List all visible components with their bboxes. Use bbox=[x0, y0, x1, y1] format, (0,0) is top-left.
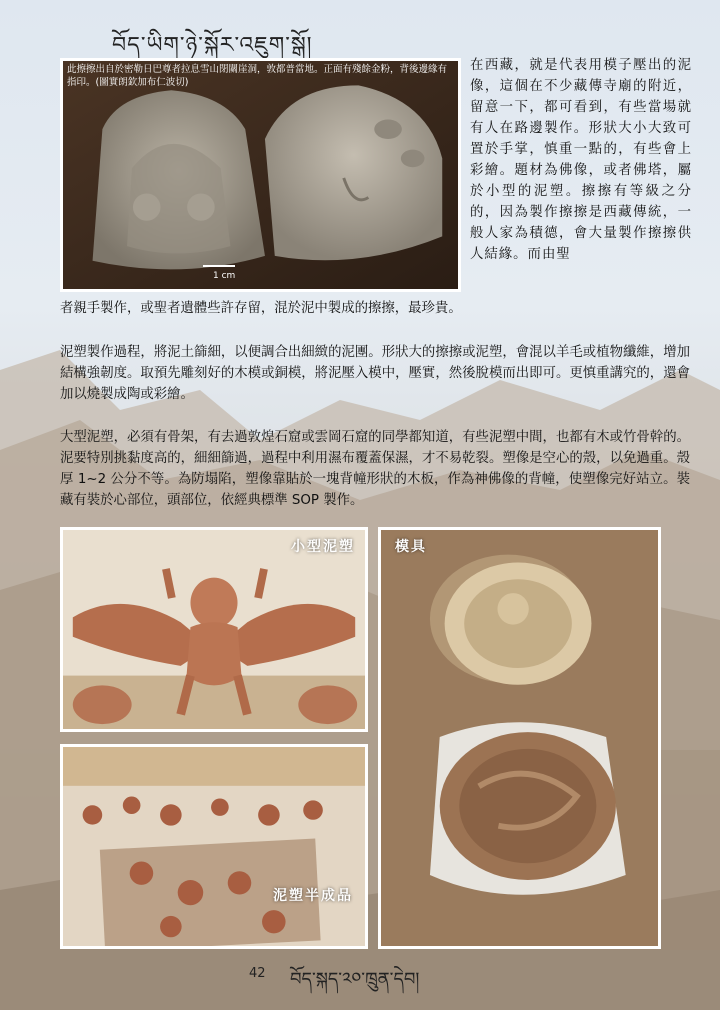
article-paragraph-2: 泥塑製作過程，將泥土篩細，以便調合出細緻的泥團。形狀大的擦擦或泥塑，會混以羊毛或植物纖維，增加結構強韌度。取預先雕刻好的木模或銅模，將泥壓入模中，壓實，然後脫模而出即可。更慎重講究的，還會加以燒製成陶或彩繪。 bbox=[60, 345, 690, 402]
tsatsa-photo bbox=[60, 58, 461, 292]
semi-finished-clay-label: 泥塑半成品 bbox=[273, 888, 353, 904]
molds-image bbox=[381, 530, 658, 946]
garuda-sculpture-image bbox=[63, 530, 365, 729]
tsatsa-image bbox=[63, 61, 458, 289]
scale-bar bbox=[203, 265, 235, 267]
small-clay-sculpture-label: 小型泥塑 bbox=[291, 539, 355, 555]
mold-label: 模具 bbox=[395, 539, 427, 555]
tsatsa-photo-caption: 此擦擦出自於密勒日巴尊者拉息雪山閉關崖洞，敦都普當地。正面有殘餘金粉，背後邊緣有指印。(圖實朗欽加布仁波切) bbox=[67, 64, 448, 88]
semi-finished-clay-image bbox=[63, 747, 365, 946]
small-clay-sculpture-photo bbox=[60, 527, 368, 732]
footer-title: བོད་སྐད་༢༠་ཁྲུན་དེབ། bbox=[290, 969, 420, 990]
article-paragraph-3: 大型泥塑，必須有骨架，有去過敦煌石窟或雲岡石窟的同學都知道，有些泥塑中間，也都有木或竹骨幹的。泥要特別挑黏度高的，細細篩過，過程中利用濕布覆蓋保濕，才不易乾裂。塑像是空心的殼，以免過重。殼厚 1~2 公分不等。為防塌陷，塑像靠貼於一塊背幢形狀的木板，作為神佛像的背幢，使塑像完好站立。裝藏有裝於心部位，頭部位，依經典標準 SOP 製作。 bbox=[60, 430, 690, 508]
semi-finished-clay-photo bbox=[60, 744, 368, 949]
scale-label: 1 cm bbox=[213, 271, 236, 281]
mold-photo bbox=[378, 527, 661, 949]
page-header-title: བོད་ཡིག་ཉེ་སྐོར་འཇུག་སྒོ། bbox=[112, 33, 313, 58]
article-paragraph-1-continued: 者親手製作，或聖者遺體些許存留，混於泥中製成的擦擦，最珍貴。 bbox=[60, 301, 462, 316]
article-paragraph-1: 在西藏，就是代表用模子壓出的泥像，這個在不少藏傳寺廟的附近，留意一下，都可看到，有些當場就有人在路邊製作。形狀大小大致可置於手掌，慎重一點的，有些會上彩繪。題材為佛像，或者佛塔，屬於小型的泥塑。擦擦有等級之分的，因為製作擦擦是西藏傳統，一般人家為積德，會大量製作擦擦供人結緣。而由聖 bbox=[470, 58, 692, 262]
page-number: 42 bbox=[249, 966, 266, 981]
